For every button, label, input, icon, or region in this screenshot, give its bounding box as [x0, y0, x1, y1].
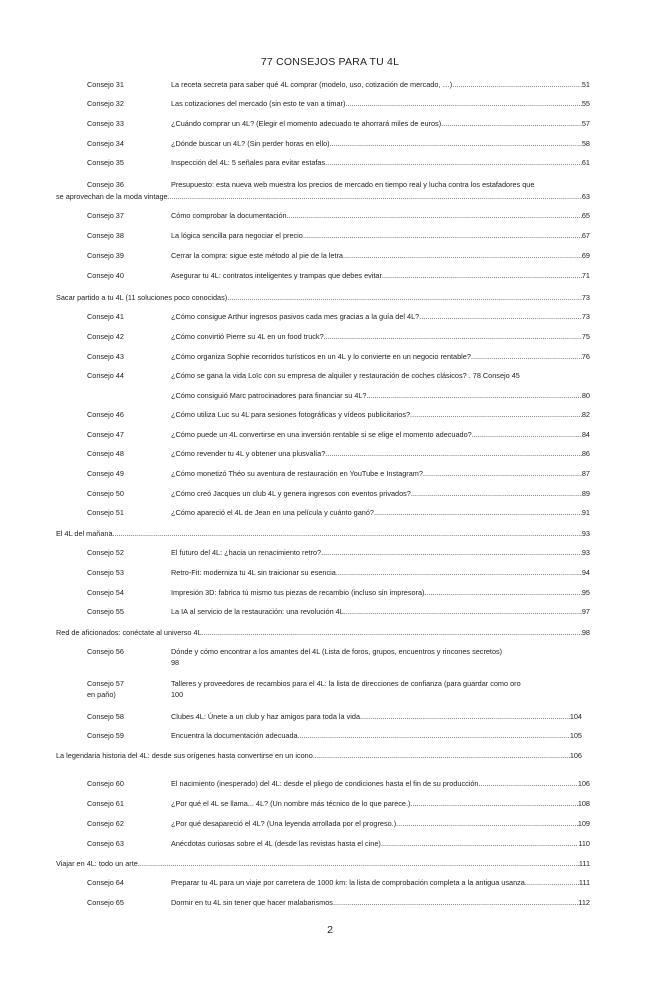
toc-entry[interactable] — [0, 409, 660, 423]
toc-text: ¿Cómo se gana la vida Loïc con su empresa de alquiler y restauración de coches clásicos? . 78 Consejo 45 — [171, 371, 520, 380]
toc-text: Dónde y cómo encontrar a los amantes del 4L (Lista de foros, grupos, encuentros y rincones secretos) — [171, 647, 503, 656]
toc-label: Consejo 32 — [87, 99, 124, 108]
toc-entry[interactable] — [0, 390, 660, 404]
toc-section[interactable] — [0, 528, 660, 542]
toc-label: Consejo 40 — [87, 271, 124, 280]
toc-label: Consejo 62 — [87, 819, 124, 828]
toc-page: 55 — [581, 99, 590, 108]
toc-entry[interactable] — [0, 270, 660, 284]
toc-label: Consejo 48 — [87, 449, 124, 458]
toc-text: La lógica sencilla para negociar el precio — [171, 231, 303, 240]
toc-section[interactable] — [0, 750, 660, 764]
toc-page: 110 — [578, 839, 590, 848]
toc-page: 76 — [581, 352, 590, 361]
toc-page: 80 — [581, 391, 590, 400]
toc-text: ¿Cómo creó Jacques un club 4L y genera ingresos con eventos privados? — [171, 489, 411, 498]
toc-label-continuation: en paño) — [87, 690, 116, 699]
toc-text: Asegurar tu 4L: contratos inteligentes y trampas que debes evitar — [171, 271, 382, 280]
toc-entry[interactable] — [0, 897, 660, 911]
toc-label: Consejo 50 — [87, 489, 124, 498]
toc-label: Consejo 37 — [87, 211, 124, 220]
toc-label: Consejo 64 — [87, 878, 124, 887]
toc-text: ¿Cuándo comprar un 4L? (Elegir el momento adecuado te ahorrará miles de euros) — [171, 119, 442, 128]
toc-entry-page-line[interactable] — [0, 657, 660, 671]
toc-entry[interactable] — [0, 79, 660, 93]
toc-page: 112 — [578, 898, 590, 907]
toc-label: Consejo 31 — [87, 80, 124, 89]
toc-entry[interactable] — [0, 711, 660, 725]
toc-text: ¿Cómo monetizó Théo su aventura de restauración en YouTube e Instagram? — [171, 469, 423, 478]
toc-label: Consejo 35 — [87, 158, 124, 167]
toc-text: ¿Cómo puede un 4L convertirse en una inversión rentable si se elige el momento adecuado? — [171, 430, 472, 439]
toc-text: El nacimiento (inesperado) del 4L: desde el pliego de condiciones hasta el fin de su producción — [171, 779, 479, 788]
toc-entry[interactable] — [0, 798, 660, 812]
toc-text: Presupuesto: esta nueva web muestra los precios de mercado en tiempo real y lucha contra los estafadores que — [171, 180, 535, 189]
toc-label: Consejo 43 — [87, 352, 124, 361]
page-number: 2 — [327, 924, 333, 936]
toc-entry-page-line[interactable] — [0, 689, 660, 703]
toc-entry[interactable] — [0, 429, 660, 443]
toc-label: Consejo 36 — [87, 180, 124, 189]
toc-text: Cómo comprobar la documentación — [171, 211, 287, 220]
toc-section-title: El 4L del mañana — [56, 529, 113, 538]
toc-label: Consejo 52 — [87, 548, 124, 557]
toc-text: La IA al servicio de la restauración: una revolución 4L — [171, 607, 344, 616]
toc-text: Las cotizaciones del mercado (sin esto te van a timar) — [171, 99, 346, 108]
toc-page: 73 — [581, 293, 590, 302]
toc-page: 93 — [581, 529, 590, 538]
toc-label: Consejo 59 — [87, 731, 124, 740]
toc-entry[interactable] — [0, 98, 660, 112]
toc-text: Impresión 3D: fabrica tú mismo tus piezas de recambio (incluso sin impresora) — [171, 588, 425, 597]
toc-entry[interactable] — [0, 877, 660, 891]
toc-label: Consejo 47 — [87, 430, 124, 439]
toc-text: Preparar tu 4L para un viaje por carretera de 1000 km: la lista de comprobación completa a la antigua usanza — [171, 878, 525, 887]
toc-label: Consejo 54 — [87, 588, 124, 597]
toc-page: 75 — [581, 332, 590, 341]
toc-text: ¿Cómo utiliza Luc su 4L para sesiones fotográficas y vídeos publicitarios? — [171, 410, 411, 419]
toc-entry[interactable] — [0, 157, 660, 171]
toc-text: Dormir en tu 4L sin tener que hacer malabarismos — [171, 898, 333, 907]
toc-page: 58 — [581, 139, 590, 148]
toc-entry-continuation[interactable] — [0, 191, 660, 205]
toc-section[interactable] — [0, 627, 660, 641]
toc-entry[interactable] — [0, 606, 660, 620]
toc-text: El futuro del 4L: ¿hacia un renacimiento retro? — [171, 548, 322, 557]
toc-label: Consejo 49 — [87, 469, 124, 478]
toc-text: ¿Por qué el 4L se llama... 4L? (Un nombre más técnico de lo que parece.) — [171, 799, 411, 808]
toc-entry[interactable] — [0, 547, 660, 561]
toc-page: 100 — [171, 690, 184, 699]
toc-page: 51 — [581, 80, 590, 89]
toc-text: Inspección del 4L: 5 señales para evitar estafas — [171, 158, 326, 167]
toc-page: 111 — [578, 859, 590, 868]
toc-entry[interactable] — [0, 488, 660, 502]
toc-page: 111 — [578, 878, 590, 887]
toc-page: 93 — [581, 548, 590, 557]
toc-entry[interactable] — [0, 818, 660, 832]
toc-page: 89 — [581, 489, 590, 498]
toc-text-continuation: se aprovechan de la moda vintage — [56, 192, 168, 201]
toc-entry[interactable] — [0, 351, 660, 365]
toc-label: Consejo 34 — [87, 139, 124, 148]
toc-text: ¿Cómo consigue Arthur ingresos pasivos cada mes gracias a la guía del 4L? — [171, 312, 420, 321]
toc-text: ¿Cómo revender tu 4L y obtener una plusvalía? — [171, 449, 326, 458]
toc-text: ¿Cómo consiguió Marc patrocinadores para financiar su 4L? — [171, 391, 367, 400]
page-title: 77 CONSEJOS PARA TU 4L — [260, 56, 400, 68]
toc-page: 73 — [581, 312, 590, 321]
toc-page: 106 — [577, 779, 590, 788]
toc-text: Clubes 4L: Únete a un club y haz amigos para toda la vida — [171, 712, 361, 721]
toc-text: Retro-Fit: moderniza tu 4L sin traicionar su esencia — [171, 568, 336, 577]
toc-text: Cerrar la compra: sigue este método al pie de la letra — [171, 251, 343, 260]
toc-page: 106 — [569, 751, 582, 760]
toc-entry[interactable] — [0, 210, 660, 224]
toc-entry[interactable] — [0, 730, 660, 744]
toc-page: 84 — [581, 430, 590, 439]
toc-label: Consejo 56 — [87, 647, 124, 656]
toc-entry[interactable] — [0, 138, 660, 152]
toc-entry[interactable] — [0, 331, 660, 345]
toc-page: 105 — [569, 731, 582, 740]
toc-section-title: Red de aficionados: conéctate al universo 4L — [56, 628, 202, 637]
toc-entry[interactable] — [0, 468, 660, 482]
toc-text: ¿Cómo convirtió Pierre su 4L en un food truck? — [171, 332, 324, 341]
toc-entry[interactable] — [0, 250, 660, 264]
toc-text: ¿Dónde buscar un 4L? (Sin perder horas en ello) — [171, 139, 330, 148]
toc-text: Anécdotas curiosas sobre el 4L (desde las revistas hasta el cine) — [171, 839, 381, 848]
toc-page: 98 — [581, 628, 590, 637]
toc-section[interactable] — [0, 858, 660, 872]
toc-label: Consejo 60 — [87, 779, 124, 788]
toc-text: ¿Por qué desapareció el 4L? (Una leyenda arrollada por el progreso.) — [171, 819, 397, 828]
toc-page: 108 — [577, 799, 590, 808]
toc-entry[interactable] — [0, 230, 660, 244]
toc-page: 104 — [569, 712, 582, 721]
toc-page: 63 — [581, 192, 590, 201]
toc-label: Consejo 65 — [87, 898, 124, 907]
toc-text: ¿Cómo apareció el 4L de Jean en una película y cuánto ganó? — [171, 508, 374, 517]
toc-page: 71 — [581, 271, 590, 280]
toc-label: Consejo 57 — [87, 679, 124, 688]
toc-page: 57 — [581, 119, 590, 128]
toc-section-title: Sacar partido a tu 4L (11 soluciones poco conocidas) — [56, 293, 228, 302]
toc-label: Consejo 55 — [87, 607, 124, 616]
toc-label: Consejo 42 — [87, 332, 124, 341]
toc-text: La receta secreta para saber qué 4L comprar (modelo, uso, cotización de mercado, …) — [171, 80, 453, 89]
toc-text: ¿Cómo organiza Sophie recorridos turísticos en un 4L y lo convierte en un negocio rentable? — [171, 352, 471, 361]
toc-page: 67 — [581, 231, 590, 240]
toc-entry[interactable] — [0, 311, 660, 325]
toc-entry[interactable] — [0, 587, 660, 601]
toc-page: 95 — [581, 588, 590, 597]
toc-entry[interactable] — [0, 448, 660, 462]
toc-label: Consejo 33 — [87, 119, 124, 128]
toc-page: 86 — [581, 449, 590, 458]
toc-entry[interactable] — [0, 370, 660, 384]
toc-page: 97 — [581, 607, 590, 616]
toc-page: 94 — [581, 568, 590, 577]
toc-label: Consejo 63 — [87, 839, 124, 848]
toc-label: Consejo 46 — [87, 410, 124, 419]
toc-label: Consejo 38 — [87, 231, 124, 240]
toc-label: Consejo 58 — [87, 712, 124, 721]
toc-label: Consejo 41 — [87, 312, 124, 321]
toc-label: Consejo 44 — [87, 371, 124, 380]
toc-entry[interactable] — [0, 838, 660, 852]
toc-entry[interactable] — [0, 118, 660, 132]
toc-entry[interactable] — [0, 567, 660, 581]
toc-text: Talleres y proveedores de recambios para el 4L: la lista de direcciones de confianza (para guardar como oro — [171, 679, 521, 688]
toc-page: 65 — [581, 211, 590, 220]
toc-page: 69 — [581, 251, 590, 260]
toc-label: Consejo 51 — [87, 508, 124, 517]
toc-page: 82 — [581, 410, 590, 419]
toc-page: 87 — [581, 469, 590, 478]
toc-entry[interactable] — [0, 778, 660, 792]
toc-entry[interactable] — [0, 507, 660, 521]
toc-label: Consejo 53 — [87, 568, 124, 577]
toc-text: Encuentra la documentación adecuada — [171, 731, 298, 740]
toc-page: 61 — [581, 158, 590, 167]
toc-page: 98 — [171, 658, 180, 667]
toc-section-title: Viajar en 4L: todo un arte — [56, 859, 138, 868]
toc-page: 109 — [577, 819, 590, 828]
toc-label: Consejo 39 — [87, 251, 124, 260]
toc-page: 91 — [581, 508, 590, 517]
toc-section[interactable] — [0, 292, 660, 306]
toc-label: Consejo 61 — [87, 799, 124, 808]
toc-section-title: La legendaria historia del 4L: desde sus orígenes hasta convertirse en un icono — [56, 751, 313, 760]
